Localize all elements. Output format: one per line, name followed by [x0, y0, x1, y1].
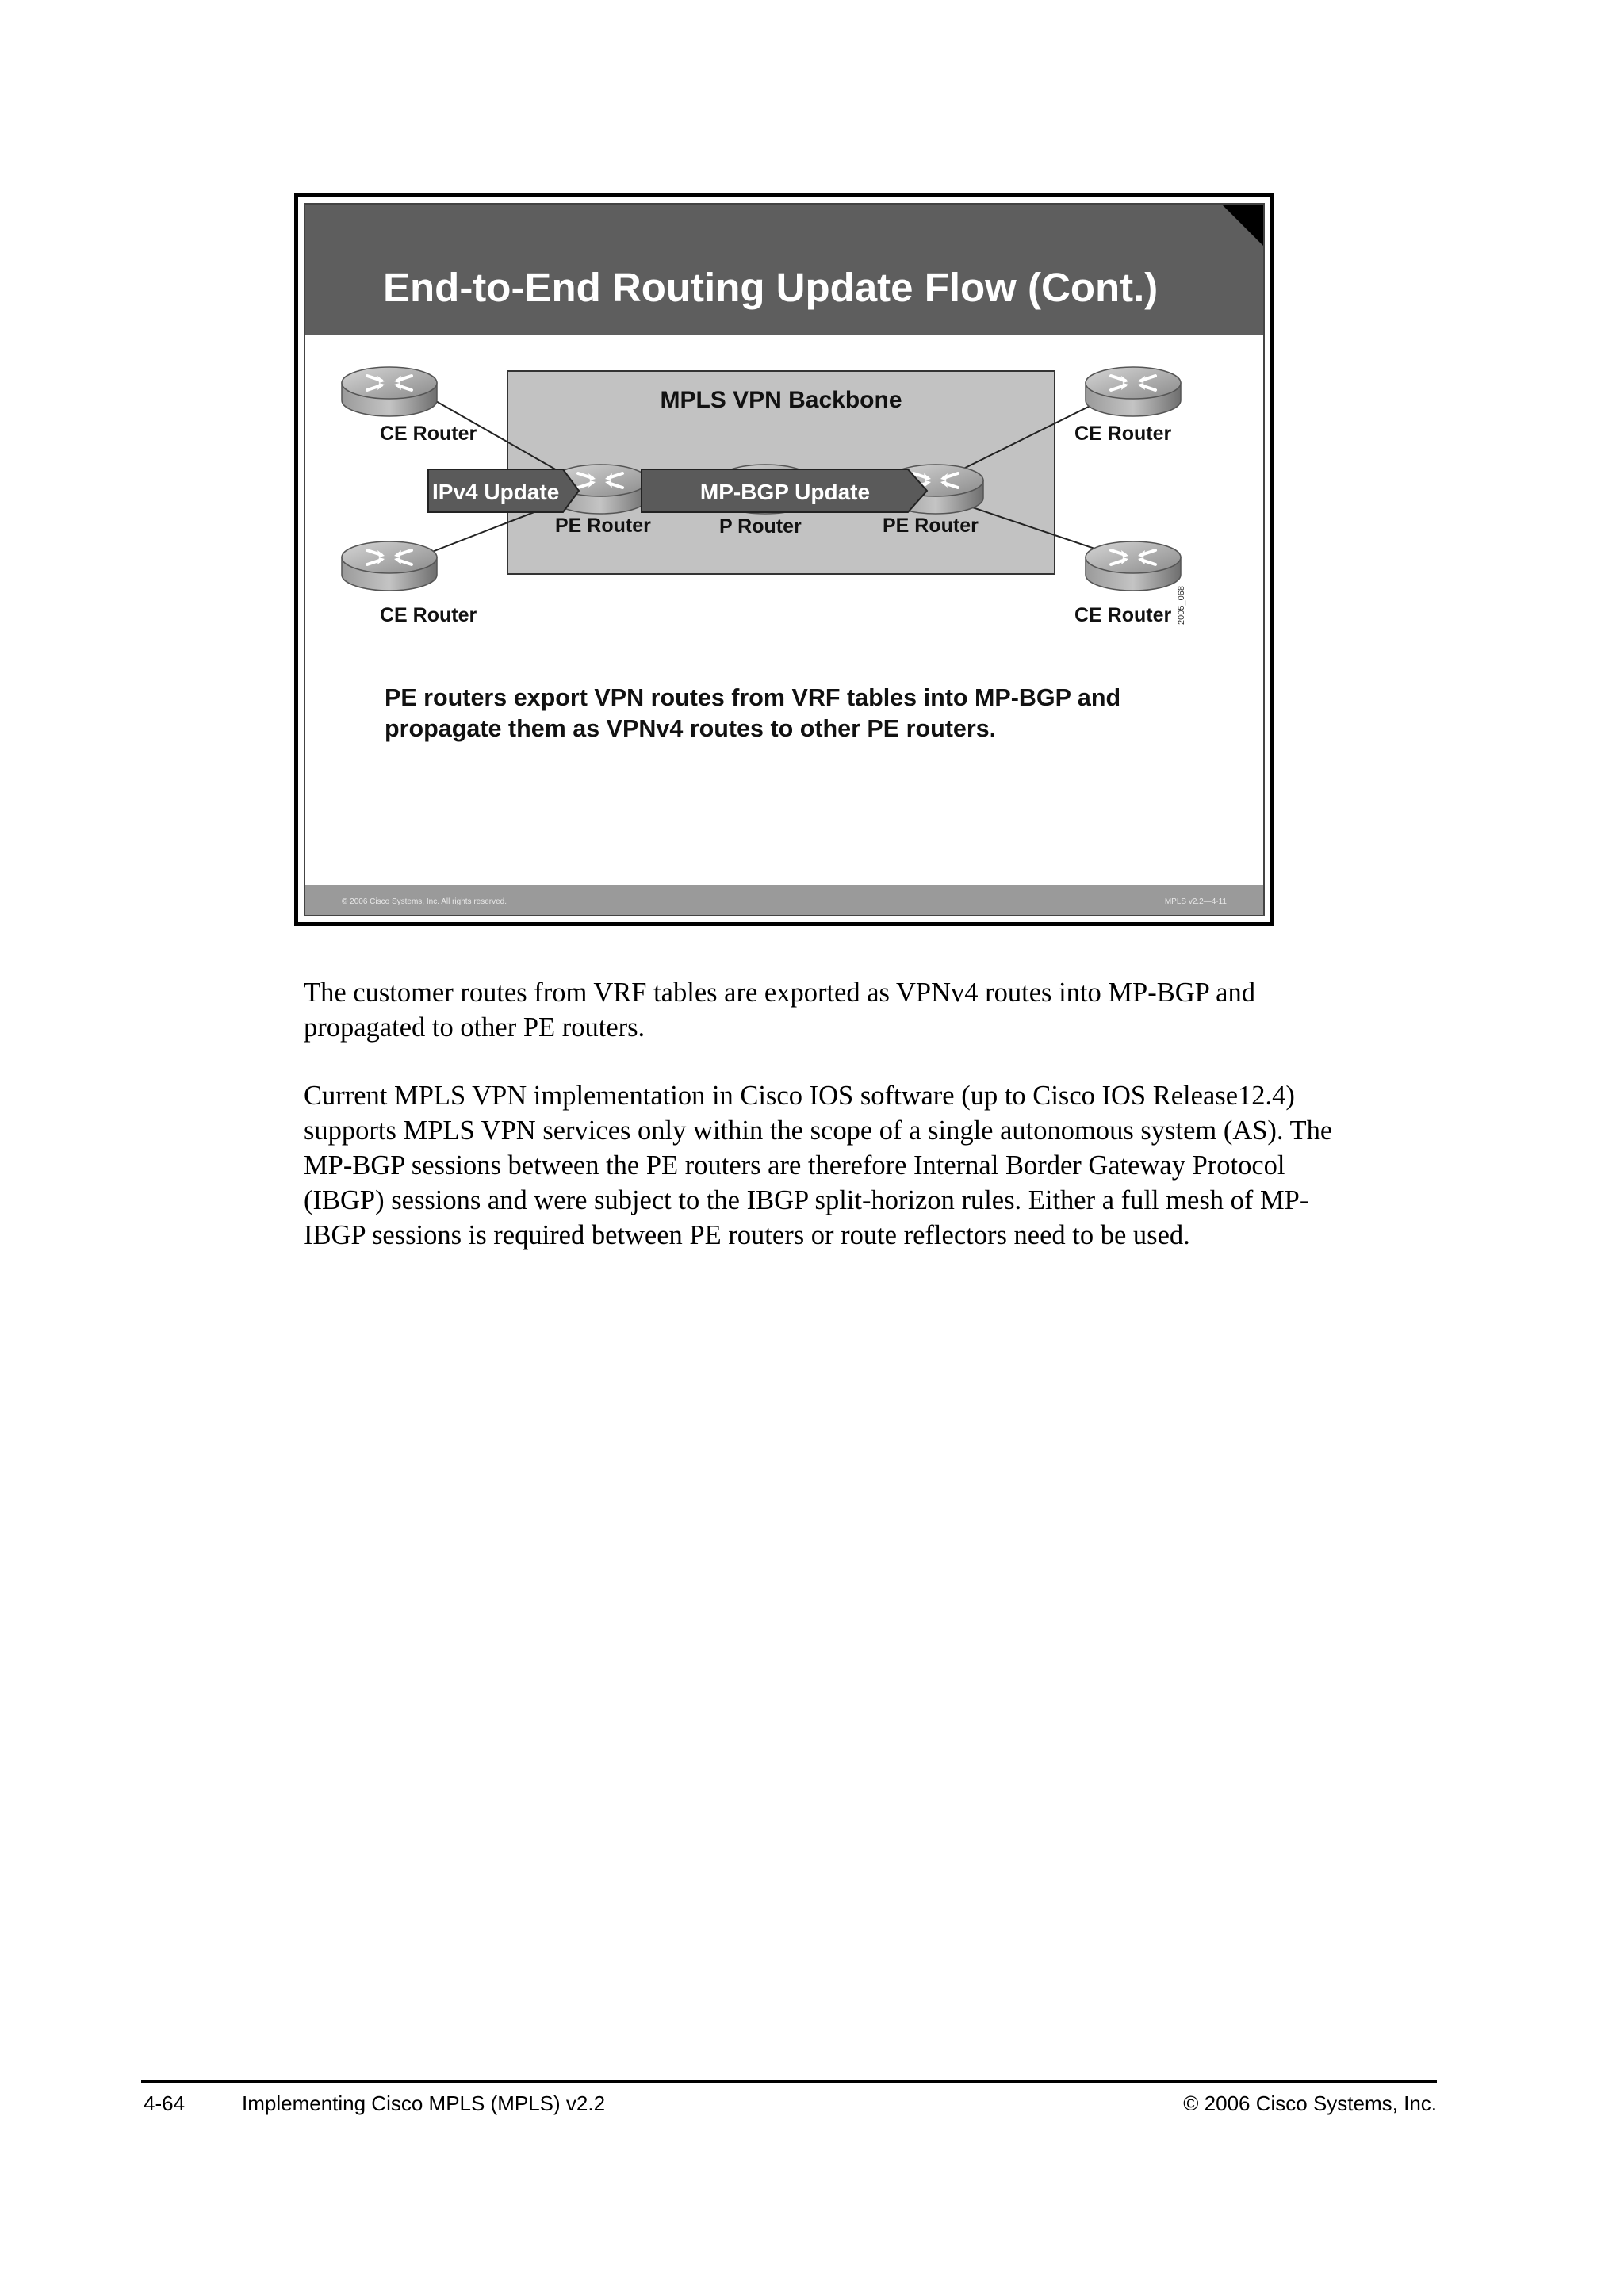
slide-frame [294, 193, 1274, 926]
router-ce-bottom-right-icon [1086, 541, 1181, 591]
text-line: (IBGP) sessions and were subject to the IBGP split-horizon rules. Either a full mesh of MP- [304, 1185, 1309, 1215]
text-line: Current MPLS VPN implementation in Cisco IOS software (up to Cisco IOS Release12.4) [304, 1081, 1295, 1111]
text-line: supports MPLS VPN services only within the scope of a single autonomous system (AS). The [304, 1115, 1333, 1146]
pe-right-label: PE Router [883, 515, 979, 537]
footer-divider [141, 2080, 1437, 2083]
caption-line: propagate them as VPNv4 routes to other PE routers. [385, 715, 997, 742]
mpbgp-update-label: MP-BGP Update [699, 480, 871, 504]
backbone-label: MPLS VPN Backbone [660, 387, 902, 413]
ce-bottom-right-label: CE Router [1074, 604, 1172, 626]
slide-caption [385, 683, 1225, 744]
paragraph [304, 1078, 1430, 1253]
router-ce-bottom-left-icon [342, 541, 437, 591]
mpls-vpn-diagram [305, 347, 1263, 664]
footer-copyright: © 2006 Cisco Systems, Inc. [1183, 2091, 1437, 2115]
text-line: IBGP sessions is required between PE routers or route reflectors need to be used. [304, 1220, 1190, 1250]
book-title: Implementing Cisco MPLS (MPLS) v2.2 [242, 2091, 606, 2115]
ce-bottom-left-label: CE Router [380, 604, 477, 626]
figure-id: 2005_068 [1177, 586, 1186, 625]
slide-copyright: © 2006 Cisco Systems, Inc. All rights reserved. [342, 897, 508, 906]
caption-line: PE routers export VPN routes from VRF tables into MP-BGP and [385, 684, 1121, 711]
slide-title: End-to-End Routing Update Flow (Cont.) [383, 265, 1159, 310]
slide-version: MPLS v2.2—4-11 [1164, 897, 1227, 906]
ipv4-update-label: IPv4 Update [432, 480, 560, 504]
router-ce-top-left-icon [342, 367, 437, 416]
body-text [304, 975, 1430, 1286]
slide-corner-decoration [1222, 205, 1263, 246]
ce-top-right-label: CE Router [1074, 423, 1172, 445]
text-line: MP-BGP sessions between the PE routers are therefore Internal Border Gateway Protocol [304, 1150, 1285, 1181]
text-line: propagated to other PE routers. [304, 1012, 645, 1043]
slide-footer-bar [305, 885, 1263, 915]
page-number: 4-64 [144, 2091, 186, 2115]
slide-header-bar [305, 205, 1263, 335]
p-middle-label: P Router [719, 515, 802, 538]
slide-content [304, 203, 1265, 916]
text-line: The customer routes from VRF tables are exported as VPNv4 routes into MP-BGP and [304, 978, 1255, 1008]
router-ce-top-right-icon [1086, 367, 1181, 416]
paragraph [304, 975, 1430, 1045]
ce-top-left-label: CE Router [380, 423, 477, 445]
pe-left-label: PE Router [555, 515, 651, 537]
